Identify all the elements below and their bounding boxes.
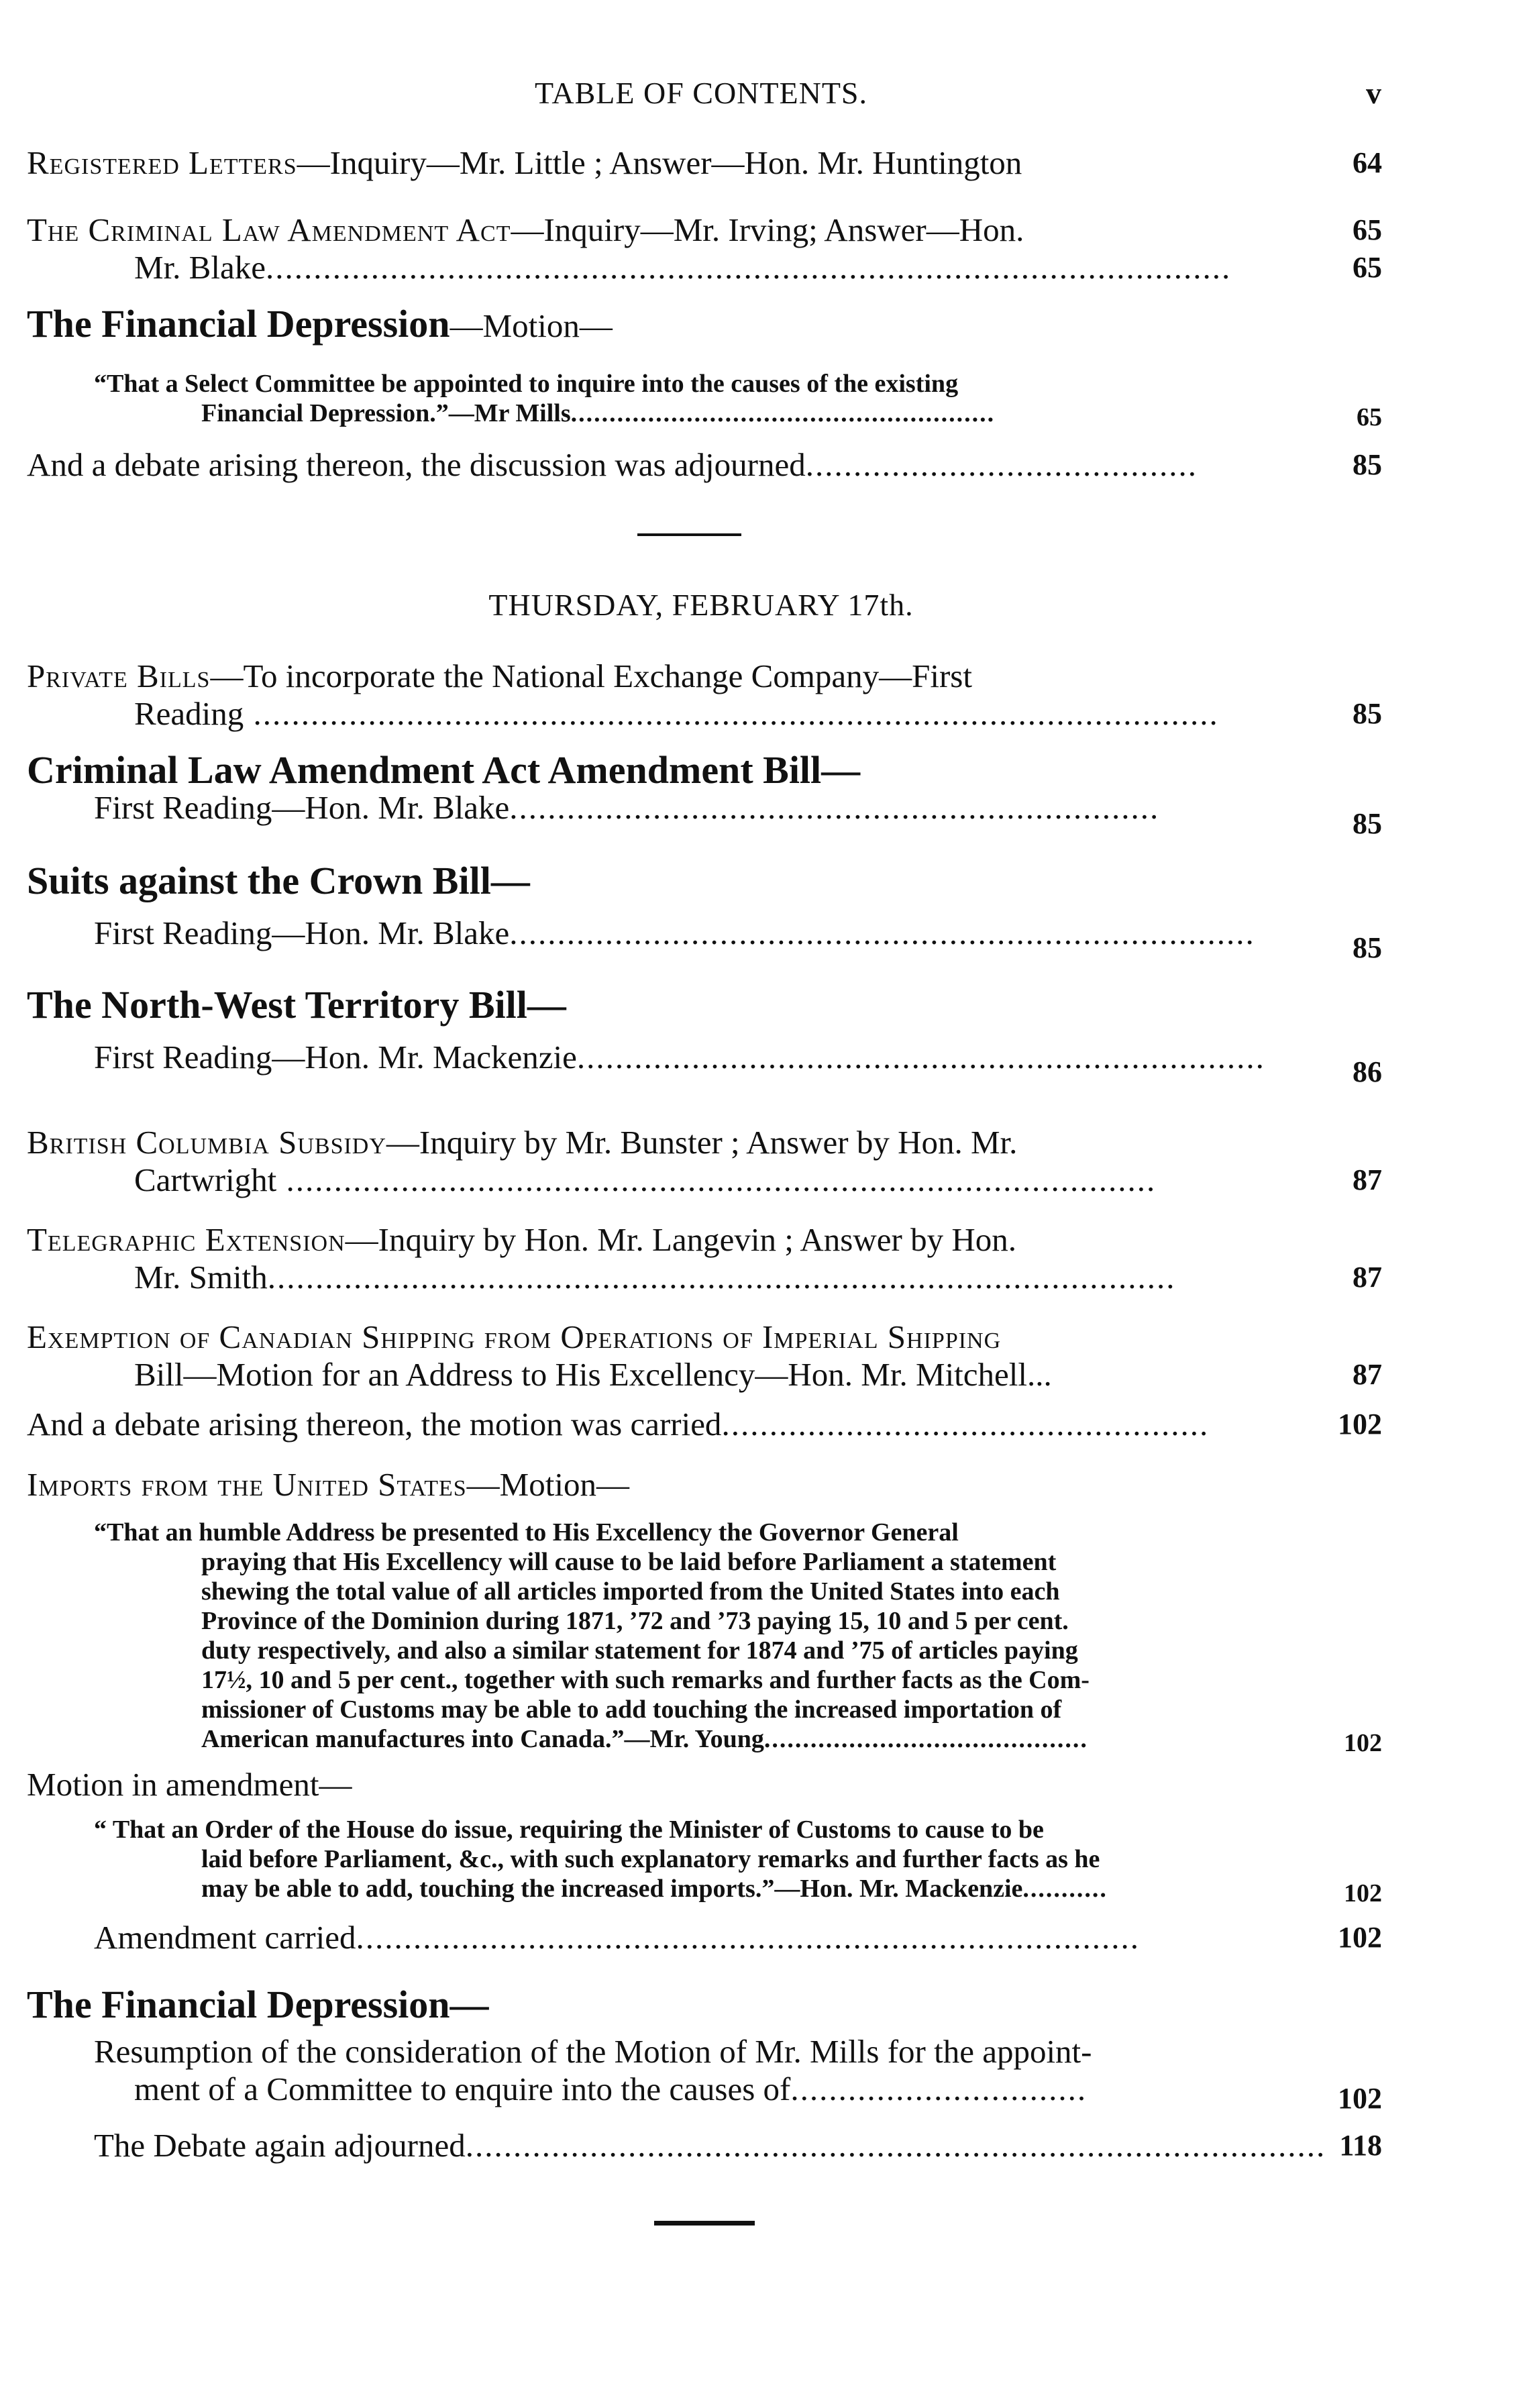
entry-page: 85 [1353, 807, 1382, 840]
quote-line: Financial Depression.”—Mr Mills [201, 399, 571, 427]
section-heading: The North-West Territory Bill— [27, 983, 566, 1027]
entry-text: First Reading—Hon. Mr. Mackenzie [94, 1039, 577, 1076]
entry-page: 65 [1353, 213, 1382, 246]
entry-page: 64 [1353, 146, 1382, 179]
entry-lead: Registered Letters [27, 144, 297, 181]
section-heading: The Financial Depression— [27, 1983, 489, 2026]
entry-lead: Exemption of Canadian Shipping from Operations of Imperial Shipping [27, 1318, 1002, 1355]
entry-text: And a debate arising thereon, the motion was carried [27, 1406, 722, 1443]
entry-page: 102 [1338, 1921, 1382, 1954]
toc-entry-suits-crown: Suits against the Crown Bill— First Reading—Hon. Mr. Blake.............................................................................. 85 [27, 862, 1362, 952]
quote-line: “That a Select Committee be appointed to inquire into the causes of the existing [94, 370, 959, 398]
section-heading: Suits against the Crown Bill— [27, 859, 530, 902]
quote-line: may be able to add, touching the increased imports.”—Hon. Mr. Mackenzie [201, 1875, 1023, 1903]
quote-line: laid before Parliament, &c., with such explanatory remarks and further facts as he [201, 1845, 1100, 1873]
date-heading: THURSDAY, FEBRUARY 17th. [488, 588, 914, 622]
toc-entry-bc-subsidy: British Columbia Subsidy—Inquiry by Mr. Bunster ; Answer by Hon. Mr. Cartwright ........................................................................................... 87 [27, 1124, 1382, 1198]
entry-page: 102 [1338, 1408, 1382, 1441]
entry-text: —To incorporate the National Exchange Company—First [210, 658, 972, 694]
entry-page: 87 [1353, 1261, 1382, 1294]
toc-entry-imports [27, 1466, 1362, 1504]
toc-entry-amendment [27, 1766, 1362, 1803]
entry-text: —Inquiry—Mr. Irving; Answer—Hon. [511, 211, 1024, 248]
page-title: TABLE OF CONTENTS. [534, 76, 868, 110]
entry-cont: Reading [134, 695, 244, 732]
entry-page: 102 [1344, 1879, 1382, 1907]
entry-page: 65 [1353, 251, 1382, 284]
quote-line: missioner of Customs may be able to add touching the increased importation of [201, 1695, 1062, 1724]
quote-line: duty respectively, and also a similar statement for 1874 and ’75 of articles paying [201, 1636, 1078, 1665]
entry-cont: Mr. Smith [134, 1259, 268, 1296]
heading-suffix: —Motion— [450, 307, 613, 344]
toc-entry-financial-depression-2: The Financial Depression— Resumption of the consideration of the Motion of Mr. Mills for the appoint- ment of a Committee to enquire into the causes of............................... 102 [27, 1986, 1362, 2108]
quote-line: American manufactures into Canada.”—Mr. Young [201, 1725, 764, 1753]
entry-page: 86 [1353, 1055, 1382, 1088]
motion-quote: “ That an Order of the House do issue, requiring the Minister of Customs to cause to be laid before Parliament, &c., with such explanatory remarks and further facts as he may be able to add, touching the increased imports.”—Hon. Mr. Mackenzie........... [94, 1815, 1288, 1903]
entry-page: 87 [1353, 1163, 1382, 1196]
entry-text: —Inquiry by Mr. Bunster ; Answer by Hon. Mr. [386, 1124, 1018, 1161]
entry-text: First Reading—Hon. Mr. Blake [94, 789, 510, 826]
entry-text: And a debate arising thereon, the discussion was adjourned [27, 446, 806, 483]
motion-quote: “That an humble Address be presented to His Excellency the Governor General praying that His Excellency will cause to be laid before Parliament a statement shewing the total value of all articles imported from the United States into each Province of the Dominion during 1871, ’72 and ’73 paying 15, 10 and 5 per cent. duty respectively, and also a similar statement for 1874 and ’75 of articles paying 17½, 10 and 5 per cent., together with such remarks and further facts as the Com- missioner of Customs may be able to add touching the increased importation of American manufactures into Canada.”—Mr. Young.......................................... [94, 1518, 1288, 1754]
entry-lead: Private Bills [27, 658, 211, 694]
quote-line: Province of the Dominion during 1871, ’72 and ’73 paying 15, 10 and 5 per cent. [201, 1607, 1069, 1635]
entry-page: 102 [1338, 2082, 1382, 2115]
section-divider [637, 533, 741, 536]
entry-lead: Imports from the United States [27, 1466, 467, 1503]
quote-line: shewing the total value of all articles imported from the United States into each [201, 1577, 1060, 1606]
page-number: v [1366, 76, 1382, 110]
toc-heading-financial-depression [27, 302, 1362, 346]
entry-text: The Debate again adjourned [94, 2127, 466, 2164]
toc-entry-telegraphic: Telegraphic Extension—Inquiry by Hon. Mr. Langevin ; Answer by Hon. Mr. Smith............................................................................................... 87 [27, 1221, 1382, 1296]
entry-lead: British Columbia Subsidy [27, 1124, 386, 1161]
entry-page: 85 [1353, 697, 1382, 730]
quote-line: “That an humble Address be presented to His Excellency the Governor General [94, 1518, 959, 1547]
toc-entry-debate-adjourned: And a debate arising thereon, the discussion was adjourned......................................... 85 [27, 446, 1382, 483]
entry-page: 65 [1357, 403, 1382, 431]
entry-text: —Motion— [466, 1466, 629, 1503]
entry-lead: The Criminal Law Amendment Act [27, 211, 511, 248]
toc-entry-debate-again: The Debate again adjourned.......................................................................................... 118 [94, 2127, 1382, 2164]
quote-line: “ That an Order of the House do issue, requiring the Minister of Customs to cause to be [94, 1816, 1044, 1844]
entry-page: 118 [1339, 2129, 1382, 2162]
quote-line: 17½, 10 and 5 per cent., together with such remarks and further facts as the Com- [201, 1666, 1090, 1694]
entry-text: —Inquiry—Mr. Little ; Answer—Hon. Mr. Huntington [297, 144, 1022, 181]
entry-text: Amendment carried [94, 1919, 356, 1956]
toc-entry-criminal-law-bill: Criminal Law Amendment Act Amendment Bill— First Reading—Hon. Mr. Blake.................................................................... 85 [27, 751, 1362, 827]
entry-cont: Cartwright [134, 1161, 277, 1198]
toc-entry-registered-letters [27, 144, 1382, 182]
entry-cont: Mr. Blake [134, 249, 266, 286]
entry-lead: Telegraphic Extension [27, 1221, 346, 1258]
toc-entry-amendment-carried: Amendment carried.................................................................................. 102 [94, 1919, 1382, 1956]
end-rule [654, 2221, 755, 2226]
entry-text: Resumption of the consideration of the Motion of Mr. Mills for the appoint- [94, 2033, 1092, 2070]
entry-page: 102 [1344, 1729, 1382, 1757]
entry-text: First Reading—Hon. Mr. Blake [94, 914, 510, 951]
toc-entry-criminal-law-act: The Criminal Law Amendment Act—Inquiry—Mr. Irving; Answer—Hon. Mr. Blake..................................................................................................... 65 65 [27, 211, 1382, 286]
entry-page: 85 [1353, 448, 1382, 481]
toc-entry-exemption-shipping [27, 1318, 1382, 1394]
section-heading: Criminal Law Amendment Act Amendment Bill— [27, 748, 861, 792]
quote-line: praying that His Excellency will cause to be laid before Parliament a statement [201, 1548, 1057, 1576]
section-heading: The Financial Depression [27, 302, 450, 346]
toc-entry-north-west: The North-West Territory Bill— First Reading—Hon. Mr. Mackenzie........................................................................ 86 [27, 986, 1362, 1076]
entry-page: 87 [1353, 1358, 1382, 1391]
entry-cont: ment of a Committee to enquire into the causes of [134, 2071, 791, 2107]
entry-cont: Bill—Motion for an Address to His Excellency—Hon. Mr. Mitchell... [134, 1356, 1052, 1393]
entry-text: Motion in amendment— [27, 1766, 352, 1803]
motion-quote: “That a Select Committee be appointed to inquire into the causes of the existing Financial Depression.”—Mr Mills....................................................... [94, 370, 996, 427]
toc-entry-motion-carried: And a debate arising thereon, the motion was carried................................................... 102 [27, 1406, 1382, 1443]
entry-page: 85 [1353, 931, 1382, 964]
toc-entry-private-bills: Private Bills—To incorporate the National Exchange Company—First Reading ..................................................................................................... 85 [27, 658, 1382, 732]
entry-text: —Inquiry by Hon. Mr. Langevin ; Answer by Hon. [345, 1221, 1016, 1258]
